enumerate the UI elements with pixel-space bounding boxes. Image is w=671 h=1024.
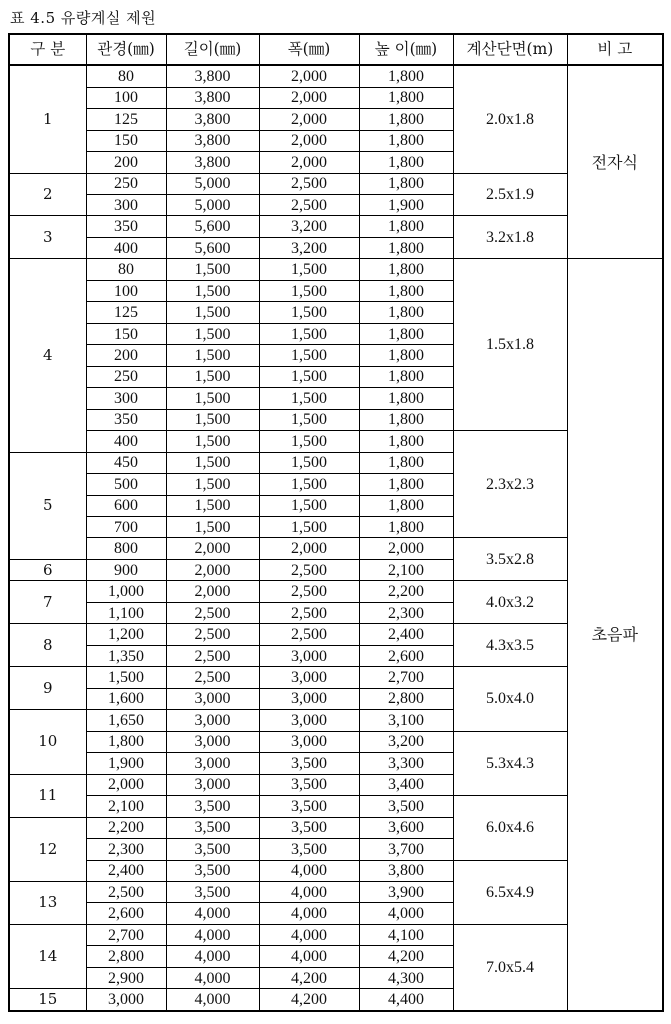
width-cell: 4,200 (259, 989, 359, 1011)
length-cell: 1,500 (166, 495, 259, 516)
width-cell: 2,500 (259, 624, 359, 645)
pipe-diameter-cell: 250 (86, 366, 166, 387)
division-cell: 3 (9, 216, 86, 259)
height-cell: 2,300 (359, 602, 453, 623)
header-length: 길이(㎜) (166, 34, 259, 65)
calculated-section-cell: 5.0x4.0 (453, 667, 567, 731)
remarks-cell: 전자식 (567, 65, 663, 259)
length-cell: 3,500 (166, 839, 259, 860)
pipe-diameter-cell: 400 (86, 431, 166, 452)
length-cell: 3,800 (166, 65, 259, 87)
division-cell: 6 (9, 559, 86, 580)
table-row (9, 216, 663, 237)
height-cell: 2,100 (359, 559, 453, 580)
height-cell: 1,800 (359, 517, 453, 538)
calculated-section-cell: 1.5x1.8 (453, 259, 567, 431)
width-cell: 3,000 (259, 667, 359, 688)
pipe-diameter-cell: 125 (86, 109, 166, 130)
height-cell: 1,800 (359, 109, 453, 130)
division-cell: 4 (9, 259, 86, 452)
pipe-diameter-cell: 800 (86, 538, 166, 559)
length-cell: 3,000 (166, 710, 259, 731)
width-cell: 3,500 (259, 839, 359, 860)
width-cell: 3,500 (259, 796, 359, 817)
length-cell: 5,600 (166, 216, 259, 237)
height-cell: 1,800 (359, 130, 453, 151)
height-cell: 1,800 (359, 323, 453, 344)
division-cell: 9 (9, 667, 86, 710)
height-cell: 4,400 (359, 989, 453, 1011)
height-cell: 1,800 (359, 431, 453, 452)
calculated-section-cell: 6.0x4.6 (453, 796, 567, 860)
table-row (9, 173, 663, 194)
pipe-diameter-cell: 150 (86, 323, 166, 344)
height-cell: 1,800 (359, 173, 453, 194)
length-cell: 2,000 (166, 538, 259, 559)
height-cell: 1,800 (359, 495, 453, 516)
division-cell: 7 (9, 581, 86, 624)
pipe-diameter-cell: 3,000 (86, 989, 166, 1011)
width-cell: 2,500 (259, 559, 359, 580)
pipe-diameter-cell: 1,900 (86, 753, 166, 774)
height-cell: 1,800 (359, 65, 453, 87)
division-cell: 11 (9, 774, 86, 817)
remarks-cell: 초음파 (567, 259, 663, 1011)
height-cell: 4,000 (359, 903, 453, 924)
height-cell: 3,800 (359, 860, 453, 881)
height-cell: 1,800 (359, 409, 453, 430)
pipe-diameter-cell: 80 (86, 259, 166, 280)
pipe-diameter-cell: 80 (86, 65, 166, 87)
width-cell: 2,000 (259, 538, 359, 559)
length-cell: 1,500 (166, 280, 259, 301)
header-width: 폭(㎜) (259, 34, 359, 65)
pipe-diameter-cell: 1,650 (86, 710, 166, 731)
length-cell: 1,500 (166, 409, 259, 430)
height-cell: 3,900 (359, 881, 453, 902)
header-division: 구 분 (9, 34, 86, 65)
length-cell: 2,500 (166, 645, 259, 666)
pipe-diameter-cell: 700 (86, 517, 166, 538)
pipe-diameter-cell: 350 (86, 216, 166, 237)
height-cell: 2,600 (359, 645, 453, 666)
length-cell: 1,500 (166, 345, 259, 366)
width-cell: 4,000 (259, 924, 359, 945)
width-cell: 4,000 (259, 903, 359, 924)
pipe-diameter-cell: 100 (86, 87, 166, 108)
height-cell: 1,800 (359, 474, 453, 495)
length-cell: 4,000 (166, 903, 259, 924)
width-cell: 3,000 (259, 731, 359, 752)
height-cell: 2,400 (359, 624, 453, 645)
table-row (9, 538, 663, 559)
height-cell: 3,500 (359, 796, 453, 817)
height-cell: 1,800 (359, 345, 453, 366)
table-row (9, 731, 663, 752)
length-cell: 2,000 (166, 559, 259, 580)
length-cell: 1,500 (166, 323, 259, 344)
table-row (9, 259, 663, 280)
width-cell: 1,500 (259, 366, 359, 387)
length-cell: 3,000 (166, 753, 259, 774)
length-cell: 1,500 (166, 259, 259, 280)
length-cell: 1,500 (166, 366, 259, 387)
width-cell: 1,500 (259, 259, 359, 280)
width-cell: 2,500 (259, 581, 359, 602)
calculated-section-cell: 7.0x5.4 (453, 924, 567, 1011)
division-cell: 13 (9, 881, 86, 924)
pipe-diameter-cell: 2,800 (86, 946, 166, 967)
pipe-diameter-cell: 125 (86, 302, 166, 323)
calculated-section-cell: 4.3x3.5 (453, 624, 567, 667)
pipe-diameter-cell: 250 (86, 173, 166, 194)
height-cell: 1,800 (359, 452, 453, 473)
header-calculated-section: 계산단면(m) (453, 34, 567, 65)
height-cell: 1,800 (359, 259, 453, 280)
table-row (9, 581, 663, 602)
length-cell: 1,500 (166, 388, 259, 409)
height-cell: 1,800 (359, 280, 453, 301)
pipe-diameter-cell: 1,100 (86, 602, 166, 623)
height-cell: 2,000 (359, 538, 453, 559)
length-cell: 2,000 (166, 581, 259, 602)
length-cell: 3,500 (166, 860, 259, 881)
length-cell: 3,500 (166, 796, 259, 817)
width-cell: 1,500 (259, 388, 359, 409)
table-row (9, 624, 663, 645)
width-cell: 2,000 (259, 152, 359, 173)
length-cell: 2,500 (166, 602, 259, 623)
pipe-diameter-cell: 1,200 (86, 624, 166, 645)
calculated-section-cell: 3.5x2.8 (453, 538, 567, 581)
width-cell: 4,000 (259, 860, 359, 881)
pipe-diameter-cell: 2,000 (86, 774, 166, 795)
width-cell: 3,500 (259, 774, 359, 795)
flowmeter-room-spec-table (8, 33, 664, 1012)
width-cell: 1,500 (259, 517, 359, 538)
height-cell: 4,200 (359, 946, 453, 967)
table-caption: 표 4.5 유량계실 제원 (10, 9, 157, 27)
table-row (9, 667, 663, 688)
length-cell: 5,600 (166, 237, 259, 258)
pipe-diameter-cell: 2,600 (86, 903, 166, 924)
height-cell: 3,700 (359, 839, 453, 860)
length-cell: 3,500 (166, 817, 259, 838)
pipe-diameter-cell: 900 (86, 559, 166, 580)
pipe-diameter-cell: 450 (86, 452, 166, 473)
height-cell: 3,600 (359, 817, 453, 838)
length-cell: 4,000 (166, 989, 259, 1011)
width-cell: 2,000 (259, 109, 359, 130)
width-cell: 1,500 (259, 302, 359, 323)
width-cell: 1,500 (259, 280, 359, 301)
division-cell: 14 (9, 924, 86, 988)
division-cell: 2 (9, 173, 86, 216)
pipe-diameter-cell: 300 (86, 194, 166, 215)
table-row (9, 431, 663, 452)
height-cell: 1,800 (359, 216, 453, 237)
width-cell: 1,500 (259, 452, 359, 473)
width-cell: 1,500 (259, 345, 359, 366)
table-row (9, 860, 663, 881)
length-cell: 5,000 (166, 173, 259, 194)
pipe-diameter-cell: 1,350 (86, 645, 166, 666)
width-cell: 2,500 (259, 194, 359, 215)
header-height: 높 이(㎜) (359, 34, 453, 65)
height-cell: 1,900 (359, 194, 453, 215)
height-cell: 2,200 (359, 581, 453, 602)
width-cell: 3,200 (259, 237, 359, 258)
length-cell: 4,000 (166, 924, 259, 945)
length-cell: 3,500 (166, 881, 259, 902)
pipe-diameter-cell: 400 (86, 237, 166, 258)
division-cell: 15 (9, 989, 86, 1011)
height-cell: 4,100 (359, 924, 453, 945)
division-cell: 12 (9, 817, 86, 881)
length-cell: 3,800 (166, 109, 259, 130)
width-cell: 2,000 (259, 65, 359, 87)
height-cell: 4,300 (359, 967, 453, 988)
height-cell: 3,200 (359, 731, 453, 752)
height-cell: 3,100 (359, 710, 453, 731)
height-cell: 3,400 (359, 774, 453, 795)
pipe-diameter-cell: 2,500 (86, 881, 166, 902)
calculated-section-cell: 6.5x4.9 (453, 860, 567, 924)
length-cell: 2,500 (166, 624, 259, 645)
header-row (9, 34, 663, 65)
length-cell: 4,000 (166, 946, 259, 967)
height-cell: 3,300 (359, 753, 453, 774)
length-cell: 3,800 (166, 130, 259, 151)
calculated-section-cell: 4.0x3.2 (453, 581, 567, 624)
table-row (9, 924, 663, 945)
pipe-diameter-cell: 1,600 (86, 688, 166, 709)
length-cell: 5,000 (166, 194, 259, 215)
width-cell: 4,200 (259, 967, 359, 988)
width-cell: 3,000 (259, 688, 359, 709)
length-cell: 3,000 (166, 688, 259, 709)
length-cell: 4,000 (166, 967, 259, 988)
division-cell: 1 (9, 65, 86, 173)
width-cell: 2,000 (259, 130, 359, 151)
table-row (9, 796, 663, 817)
division-cell: 8 (9, 624, 86, 667)
table-row (9, 65, 663, 87)
calculated-section-cell: 5.3x4.3 (453, 731, 567, 795)
pipe-diameter-cell: 350 (86, 409, 166, 430)
width-cell: 2,500 (259, 173, 359, 194)
pipe-diameter-cell: 2,200 (86, 817, 166, 838)
calculated-section-cell: 2.3x2.3 (453, 431, 567, 538)
header-remarks: 비 고 (567, 34, 663, 65)
calculated-section-cell: 3.2x1.8 (453, 216, 567, 259)
length-cell: 1,500 (166, 474, 259, 495)
width-cell: 2,000 (259, 87, 359, 108)
length-cell: 3,000 (166, 774, 259, 795)
width-cell: 4,000 (259, 881, 359, 902)
width-cell: 1,500 (259, 431, 359, 452)
calculated-section-cell: 2.5x1.9 (453, 173, 567, 216)
pipe-diameter-cell: 2,400 (86, 860, 166, 881)
height-cell: 1,800 (359, 152, 453, 173)
length-cell: 1,500 (166, 302, 259, 323)
width-cell: 1,500 (259, 474, 359, 495)
width-cell: 3,200 (259, 216, 359, 237)
pipe-diameter-cell: 1,500 (86, 667, 166, 688)
height-cell: 2,700 (359, 667, 453, 688)
width-cell: 1,500 (259, 323, 359, 344)
pipe-diameter-cell: 600 (86, 495, 166, 516)
height-cell: 1,800 (359, 366, 453, 387)
width-cell: 3,500 (259, 753, 359, 774)
length-cell: 2,500 (166, 667, 259, 688)
pipe-diameter-cell: 500 (86, 474, 166, 495)
height-cell: 1,800 (359, 237, 453, 258)
width-cell: 4,000 (259, 946, 359, 967)
pipe-diameter-cell: 2,300 (86, 839, 166, 860)
length-cell: 3,800 (166, 152, 259, 173)
width-cell: 1,500 (259, 409, 359, 430)
division-cell: 10 (9, 710, 86, 774)
pipe-diameter-cell: 150 (86, 130, 166, 151)
division-cell: 5 (9, 452, 86, 559)
height-cell: 1,800 (359, 388, 453, 409)
pipe-diameter-cell: 2,700 (86, 924, 166, 945)
width-cell: 3,500 (259, 817, 359, 838)
pipe-diameter-cell: 1,800 (86, 731, 166, 752)
length-cell: 1,500 (166, 452, 259, 473)
pipe-diameter-cell: 200 (86, 345, 166, 366)
width-cell: 3,000 (259, 645, 359, 666)
width-cell: 2,500 (259, 602, 359, 623)
width-cell: 1,500 (259, 495, 359, 516)
pipe-diameter-cell: 300 (86, 388, 166, 409)
width-cell: 3,000 (259, 710, 359, 731)
pipe-diameter-cell: 2,900 (86, 967, 166, 988)
length-cell: 3,000 (166, 731, 259, 752)
height-cell: 2,800 (359, 688, 453, 709)
pipe-diameter-cell: 1,000 (86, 581, 166, 602)
pipe-diameter-cell: 100 (86, 280, 166, 301)
pipe-diameter-cell: 2,100 (86, 796, 166, 817)
length-cell: 1,500 (166, 517, 259, 538)
calculated-section-cell: 2.0x1.8 (453, 65, 567, 173)
header-pipe-diameter: 관경(㎜) (86, 34, 166, 65)
pipe-diameter-cell: 200 (86, 152, 166, 173)
length-cell: 1,500 (166, 431, 259, 452)
length-cell: 3,800 (166, 87, 259, 108)
height-cell: 1,800 (359, 87, 453, 108)
height-cell: 1,800 (359, 302, 453, 323)
